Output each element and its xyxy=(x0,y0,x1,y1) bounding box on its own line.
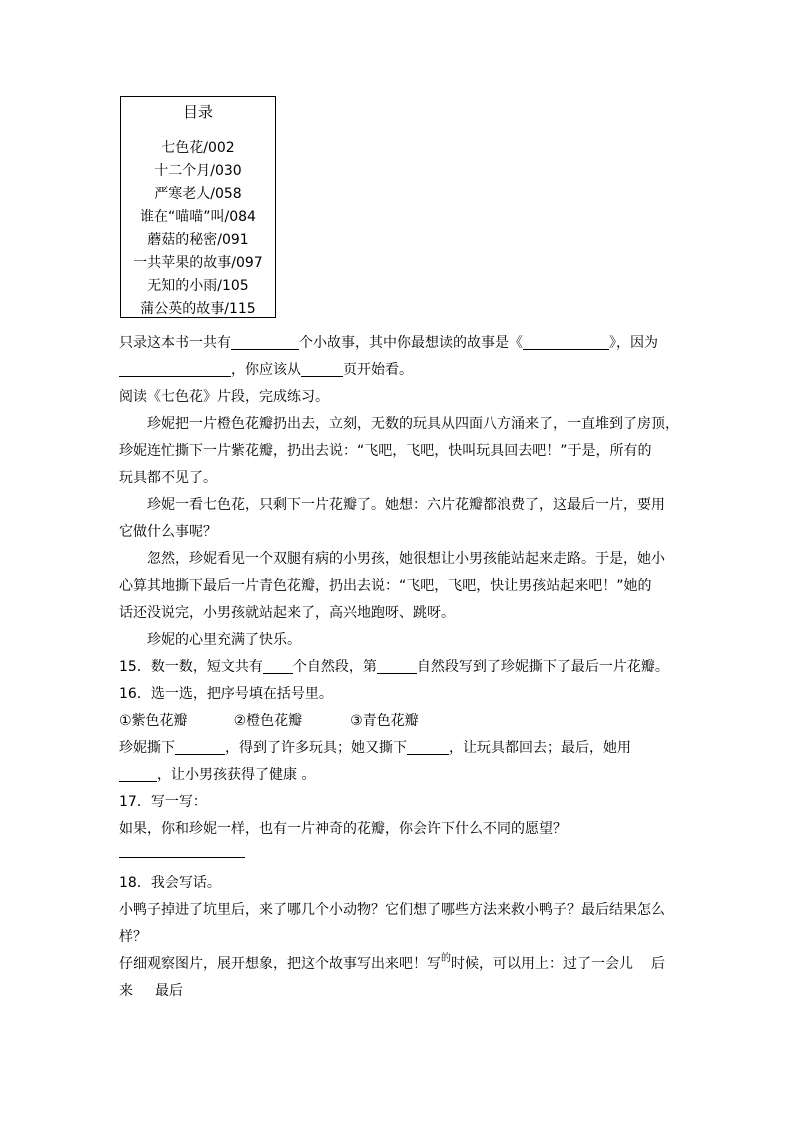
passage-line: 忽然，珍妮看见一个双腿有病的小男孩，她很想让小男孩能站起来走路。于是，她小 xyxy=(147,551,665,567)
answer-blank-favorite-story[interactable] xyxy=(523,333,609,350)
toc-item: 一共苹果的故事/097 xyxy=(133,255,263,271)
question-text: 后 xyxy=(651,956,665,972)
toc-question-line-1 xyxy=(119,330,679,357)
option-orange-petal: ②橙色花瓣 xyxy=(233,713,303,729)
answer-blank-second-petal[interactable] xyxy=(407,738,449,755)
toc-item: 严寒老人/058 xyxy=(154,186,242,202)
answer-blank-first-petal[interactable] xyxy=(175,738,225,755)
option-purple-petal: ①紫色花瓣 xyxy=(119,713,188,729)
question-16-options xyxy=(119,708,679,735)
passage-line: 话还没说完，小男孩就站起来了，高兴地跑呀、跳呀。 xyxy=(119,605,455,621)
passage-line: 珍妮的心里充满了快乐。 xyxy=(147,632,301,648)
passage-line: 玩具都不见了。 xyxy=(119,470,217,486)
question-text: ，得到了许多玩具；她又撕下 xyxy=(225,740,407,756)
toc-item: 十二个月/030 xyxy=(154,163,242,179)
toc-item: 七色花/002 xyxy=(161,140,235,156)
answer-blank-paragraph-count[interactable] xyxy=(263,657,293,674)
question-text: 只录这本书一共有 xyxy=(119,335,231,351)
question-text: 珍妮撕下 xyxy=(119,740,175,756)
superscript-char: 的 xyxy=(441,953,451,964)
question-18-instruction-line-2 xyxy=(119,978,679,1005)
option-cyan-petal: ③青色花瓣 xyxy=(350,713,419,729)
question-15 xyxy=(119,654,679,681)
answer-line-wish[interactable] xyxy=(119,856,245,858)
passage-line: 心算其地撕下最后一片青色花瓣，扔出去说：“飞吧，飞吧，快让男孩站起来吧！”她的 xyxy=(119,578,652,594)
toc-item: 谁在“喵喵”叫/084 xyxy=(140,209,256,225)
question-18-prompt-line: 小鸭子掉进了坑里后，来了哪几个小动物？它们想了哪些方法来救小鸭子？最后结果怎么 xyxy=(119,902,665,918)
question-18-title: 18．我会写话。 xyxy=(119,875,221,891)
question-text: 15．数一数，短文共有 xyxy=(119,659,263,675)
toc-item: 无知的小雨/105 xyxy=(147,278,249,294)
answer-blank-last-petal[interactable] xyxy=(119,765,157,782)
question-16-line-1 xyxy=(119,735,679,762)
passage-line: 它做什么事呢？ xyxy=(119,524,217,540)
question-18-instruction-line-1 xyxy=(119,951,679,978)
answer-blank-reason[interactable] xyxy=(119,360,231,377)
table-of-contents-box xyxy=(120,96,276,318)
question-16-title: 16．选一选，把序号填在括号里。 xyxy=(119,686,333,702)
question-text: ，让玩具都回去；最后，她用 xyxy=(449,740,631,756)
question-text: 最后 xyxy=(155,983,183,999)
question-text: 个小故事，其中你最想读的故事是《 xyxy=(299,335,523,351)
toc-item: 蒲公英的故事/115 xyxy=(140,301,256,317)
question-text: 页开始看。 xyxy=(343,362,413,378)
question-18-prompt-line: 样？ xyxy=(119,929,147,945)
question-text: 时候，可以用上：过了一会儿 xyxy=(451,956,633,972)
question-17-prompt: 如果，你和珍妮一样，也有一片神奇的花瓣，你会许下什么不同的愿望？ xyxy=(119,821,567,837)
toc-list xyxy=(121,137,275,321)
question-16-line-2 xyxy=(119,762,679,789)
answer-blank-story-count[interactable] xyxy=(231,333,299,350)
reading-intro: 阅读《七色花》片段，完成练习。 xyxy=(119,389,329,405)
toc-question-line-2 xyxy=(119,357,679,384)
question-text: 仔细观察图片，展开想象，把这个故事写出来吧！写 xyxy=(119,956,441,972)
question-text: 》，因为 xyxy=(609,335,658,351)
toc-item: 蘑菇的秘密/091 xyxy=(147,232,249,248)
question-text: 自然段写到了珍妮撕下了最后一片花瓣。 xyxy=(416,659,669,675)
passage-line: 珍妮把一片橙色花瓣扔出去，立刻，无数的玩具从四面八方涌来了，一直堆到了房顶， xyxy=(147,416,679,432)
worksheet-content xyxy=(119,330,679,1005)
question-text: 个自然段，第 xyxy=(292,659,377,675)
answer-blank-paragraph-number[interactable] xyxy=(377,657,417,674)
question-text: 来 xyxy=(119,983,133,999)
answer-blank-start-page[interactable] xyxy=(301,360,343,377)
passage-line: 珍妮连忙撕下一片紫花瓣，扔出去说：“飞吧，飞吧，快叫玩具回去吧！”于是，所有的 xyxy=(119,443,652,459)
question-text: ，你应该从 xyxy=(231,362,301,378)
toc-title: 目录 xyxy=(182,103,213,121)
passage-line: 珍妮一看七色花，只剩下一片花瓣了。她想：六片花瓣都浪费了，这最后一片，要用 xyxy=(147,497,665,513)
question-text: ，让小男孩获得了健康 。 xyxy=(157,767,316,783)
question-17-title: 17．写一写： xyxy=(119,794,207,810)
